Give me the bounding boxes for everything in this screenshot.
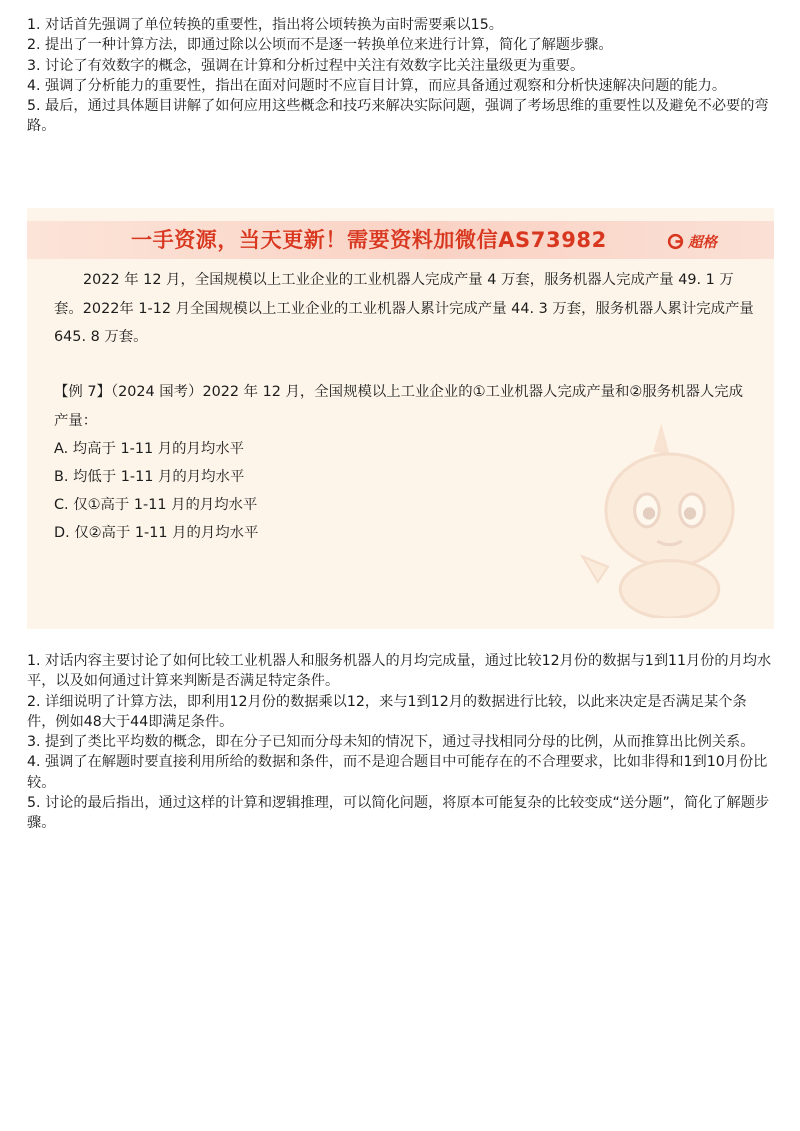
summary-notes-top [27, 15, 775, 137]
intro-paragraph: 2022 年 12 月，全国规模以上工业企业的工业机器人完成产量 4 万套，服务机器人完成产量 49. 1 万套。2022年 1-12 月全国规模以上工业企业的工业机器人累计完成产量 44. 3 万套，服务机器人累计完成产量 645. 8 万套。 [54, 272, 754, 346]
lecture-slide [27, 208, 774, 629]
note-item: 4. 强调了分析能力的重要性，指出在面对问题时不应盲目计算，而应具备通过观察和分析快速解决问题的能力。 [27, 77, 727, 94]
note-item: 2. 详细说明了计算方法，即利用12月份的数据乘以12，来与1到12月的数据进行比较，以此来决定是否满足某个条件，例如48大于44即满足条件。 [27, 693, 747, 730]
option-c: C. 仅①高于 1-11 月的月均水平 [54, 497, 258, 513]
note-item: 5. 讨论的最后指出，通过这样的计算和逻辑推理，可以简化问题，将原本可能复杂的比较变成“送分题”，简化了解题步骤。 [27, 795, 770, 832]
note-item: 3. 讨论了有效数字的概念，强调在计算和分析过程中关注有效数字比关注量级更为重要。 [27, 57, 585, 74]
note-item: 2. 提出了一种计算方法，即通过除以公顷而不是逐一转换单位来进行计算，简化了解题步骤。 [27, 37, 613, 54]
note-item: 4. 强调了在解题时要直接利用所给的数据和条件，而不是迎合题目中可能存在的不合理要求，比如非得和1到10月份比较。 [27, 754, 768, 791]
question-text: 【例 7】（2024 国考）2022 年 12 月，全国规模以上工业企业的①工业机器人完成产量和②服务机器人完成产量： [54, 384, 744, 429]
option-a: A. 均高于 1-11 月的月均水平 [54, 441, 245, 457]
note-item: 5. 最后，通过具体题目讲解了如何应用这些概念和技巧来解决实际问题，强调了考场思维的重要性以及避免不必要的弯路。 [27, 98, 769, 135]
summary-notes-bottom [27, 651, 775, 834]
question-stem [54, 378, 754, 435]
promo-banner [27, 221, 774, 259]
brand-name: 超格 [688, 234, 717, 251]
question-background-text [54, 266, 754, 352]
note-item: 3. 提到了类比平均数的概念，即在分子已知而分母未知的情况下，通过寻找相同分母的比例，从而推算出比例关系。 [27, 734, 755, 751]
note-item: 1. 对话内容主要讨论了如何比较工业机器人和服务机器人的月均完成量，通过比较12月份的数据与1到11月份的月均水平，以及如何通过计算来判断是否满足特定条件。 [27, 653, 772, 690]
option-b: B. 均低于 1-11 月的月均水平 [54, 469, 245, 485]
note-item: 1. 对话首先强调了单位转换的重要性，指出将公顷转换为亩时需要乘以15。 [27, 17, 503, 33]
brand-logo [667, 230, 717, 252]
brand-g-icon [667, 233, 684, 250]
banner-text: 一手资源，当天更新！需要资料加微信AS73982 [131, 228, 607, 252]
option-d: D. 仅②高于 1-11 月的月均水平 [54, 525, 259, 541]
mascot-watermark-icon [567, 413, 772, 618]
